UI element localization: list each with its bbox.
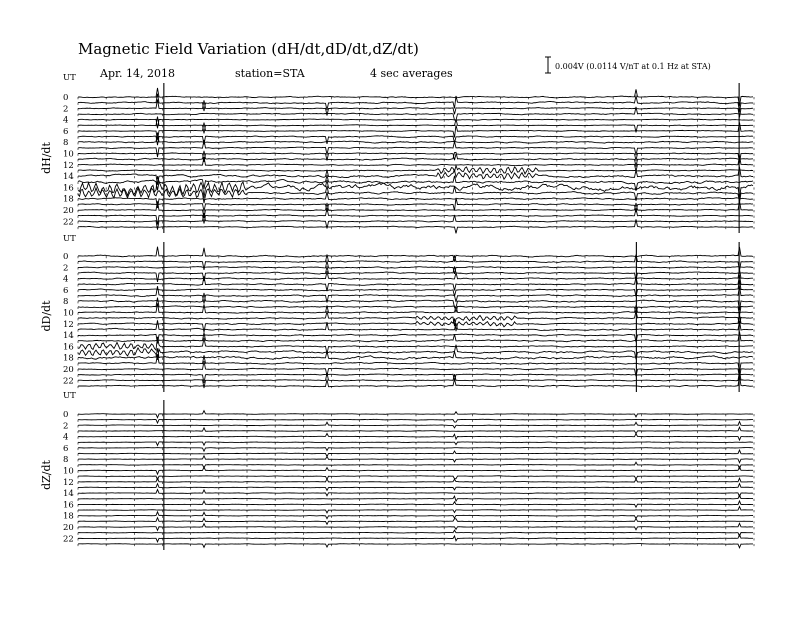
hour-label: 16: [63, 342, 74, 353]
hour-label: 12: [63, 319, 74, 330]
hour-label: 10: [63, 308, 74, 319]
trace-line: [78, 490, 753, 497]
trace-line: [78, 442, 753, 446]
trace-line: [78, 456, 753, 463]
trace-line: [78, 535, 753, 542]
hour-label: 20: [63, 523, 74, 533]
trace-line: [78, 523, 753, 530]
trace-line: [78, 478, 753, 482]
trace-line: [78, 136, 753, 145]
trace-line: [78, 501, 753, 507]
trace-line: [78, 450, 753, 456]
hour-label: 2: [63, 421, 69, 432]
trace-line: [78, 266, 753, 282]
trace-line: [78, 280, 753, 296]
trace-line: [78, 434, 753, 441]
trace-line: [78, 448, 753, 452]
trace-line: [78, 411, 753, 418]
trace-line: [78, 166, 753, 174]
hour-label: 4: [63, 115, 69, 126]
trace-line: [78, 332, 753, 342]
hour-label: 12: [63, 477, 74, 488]
trace-line: [78, 374, 753, 383]
trace-line: [78, 254, 753, 270]
hour-label: 22: [63, 534, 74, 545]
trace-line: [78, 467, 753, 474]
hour-label: 0: [63, 410, 69, 420]
panel-2: [40, 391, 754, 550]
trace-line: [78, 269, 753, 279]
panel-1: [40, 234, 754, 392]
trace-line: [78, 484, 753, 491]
hour-label: 6: [63, 285, 69, 296]
hour-label: 10: [63, 466, 74, 477]
hour-label: 20: [63, 206, 74, 216]
trace-panels: [40, 73, 754, 550]
hour-label: 6: [63, 126, 69, 137]
trace-line: [78, 419, 753, 423]
chart-title: Magnetic Field Variation (dH/dt,dD/dt,dZ/dt): [78, 40, 419, 58]
trace-line: [78, 348, 753, 359]
hour-label: 18: [63, 511, 74, 522]
trace-line: [78, 133, 753, 144]
hour-label: 18: [63, 353, 74, 364]
hour-label: 14: [63, 331, 74, 342]
hour-label: 4: [63, 432, 69, 443]
hour-label: 18: [63, 194, 74, 205]
trace-line: [78, 376, 753, 386]
trace-line: [78, 334, 753, 343]
trace-line: [78, 320, 753, 330]
hour-label: 22: [63, 376, 74, 387]
scale-label: 0.004V (0.0114 V/nT at 0.1 Hz at STA): [555, 62, 711, 71]
hour-label: 0: [63, 93, 69, 103]
trace-line: [78, 518, 753, 525]
trace-line: [78, 153, 753, 163]
hour-label: 20: [63, 365, 74, 375]
trace-line: [78, 507, 753, 513]
hour-label: 8: [63, 138, 69, 149]
date-label: Apr. 14, 2018: [100, 67, 176, 80]
hour-label: 4: [63, 274, 69, 285]
trace-line: [78, 512, 753, 519]
trace-line: [78, 462, 753, 468]
averaging-label: 4 sec averages: [370, 67, 453, 80]
ut-axis-label: UT: [63, 234, 76, 244]
panel-label: dH/dt: [40, 142, 53, 174]
trace-line: [78, 119, 753, 128]
hour-label: 10: [63, 149, 74, 160]
trace-line: [78, 155, 753, 171]
ut-axis-label: UT: [63, 73, 76, 83]
hour-label: 16: [63, 500, 74, 511]
hour-label: 8: [63, 297, 69, 308]
trace-line: [78, 275, 753, 291]
trace-line: [78, 261, 753, 274]
trace-line: [78, 311, 753, 327]
hour-label: 8: [63, 455, 69, 466]
hour-label: 6: [63, 443, 69, 454]
panel-0: [40, 73, 754, 233]
trace-line: [78, 422, 753, 428]
hour-label: 14: [63, 172, 74, 183]
trace-line: [78, 427, 753, 434]
hour-label: 2: [63, 104, 69, 115]
hour-label: 12: [63, 160, 74, 171]
hour-label: 16: [63, 183, 74, 194]
panel-label: dZ/dt: [40, 460, 53, 490]
trace-line: [78, 530, 753, 536]
trace-line: [78, 107, 753, 120]
panel-label: dD/dt: [40, 300, 53, 332]
trace-line: [78, 476, 753, 480]
ut-axis-label: UT: [63, 391, 76, 401]
trace-line: [78, 544, 753, 548]
trace-line: [78, 247, 753, 262]
hour-label: 2: [63, 263, 69, 274]
hour-label: 14: [63, 489, 74, 500]
station-label: station=STA: [235, 67, 305, 80]
hour-label: 0: [63, 252, 69, 262]
hour-label: 22: [63, 217, 74, 228]
trace-line: [78, 303, 753, 313]
trace-line: [78, 495, 753, 501]
